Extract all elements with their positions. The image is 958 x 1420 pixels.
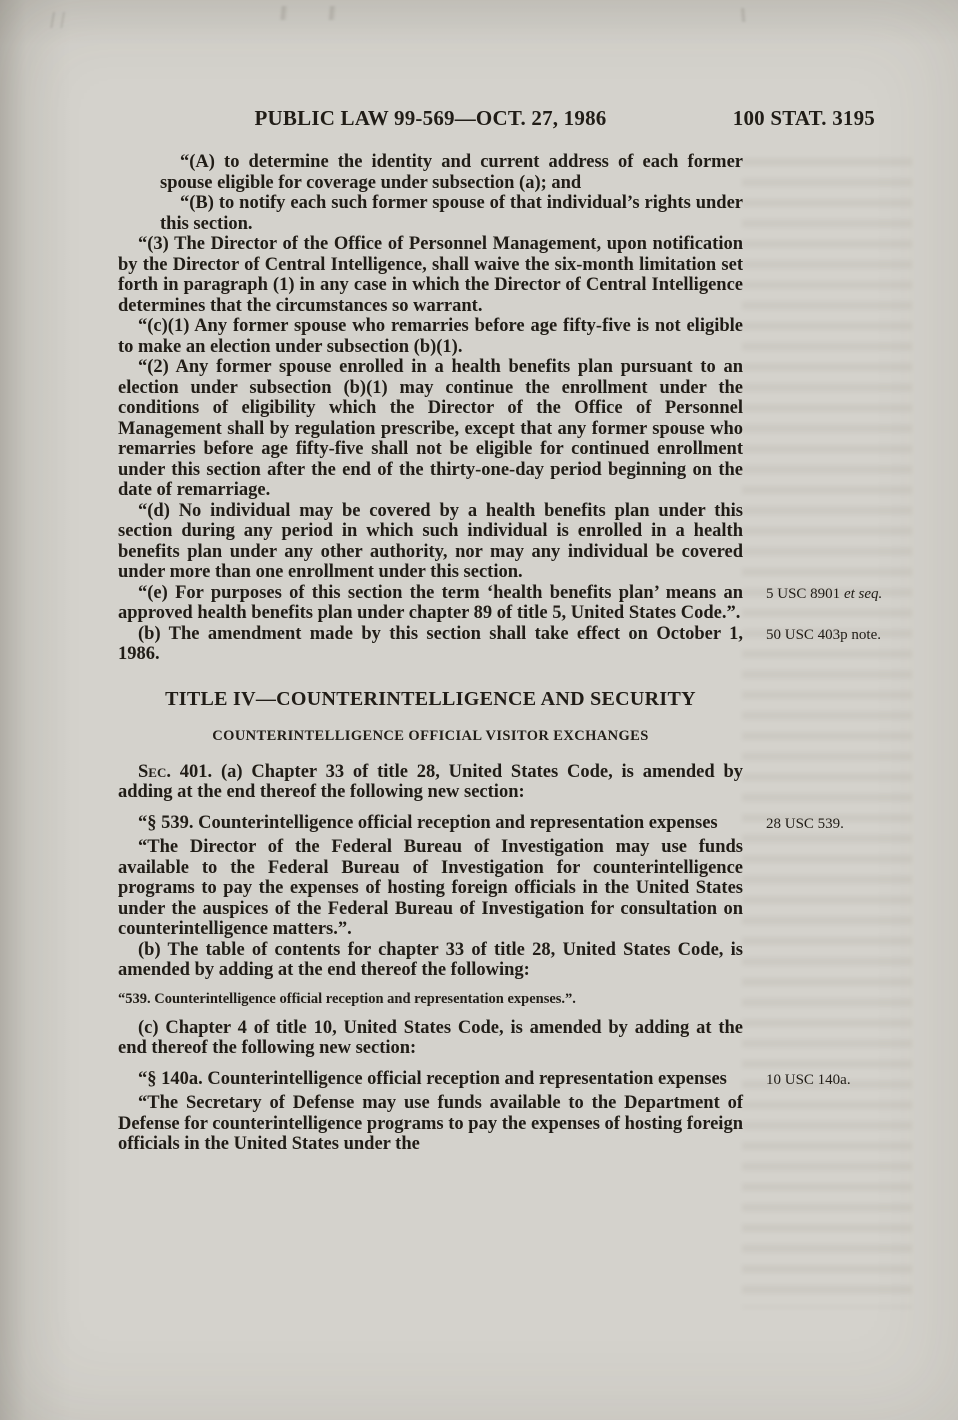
paragraph-text: (a) Chapter 33 of title 28, United States Code, is amended by adding at the end thereof the following new section:: [118, 761, 743, 802]
note-text: 5 USC 8901: [766, 585, 841, 602]
note-text: 28 USC 539.: [766, 815, 844, 832]
note-text-italic: et seq.: [843, 585, 883, 602]
paragraph-c-2: [118, 357, 743, 501]
paragraph-c-1: [118, 316, 743, 357]
pencil-mark-artifact: [26, 12, 90, 28]
section-140a-heading: [118, 1068, 851, 1090]
visitor-exchanges-subheading: [118, 726, 743, 747]
paragraph-text: “(d) No individual may be covered by a health benefits plan under this section during any period in which such individual is enrolled in a health benefits plan under any other authority, nor may any individual be covered under more than one enrollment under this section.: [118, 500, 743, 582]
margin-note-28-usc-539: [766, 815, 884, 834]
paragraph-e: [118, 582, 883, 624]
paragraph-text: “(2) Any former spouse enrolled in a health benefits plan pursuant to an election under subsection (b)(1) may continue the enrollment under the conditions of eligibility which the Director of the Office of Personnel Management shall by regulation prescribe, except that any former spouse who remarries before age fifty-five shall not be eligible for continued enrollment under this section after the end of the thirty-one-day period beginning on the date of remarriage.: [118, 357, 743, 500]
bleed-through-artifact: [742, 158, 912, 1308]
paragraph-text: “(B) to notify each such former spouse of that individual’s rights under this section.: [160, 193, 743, 234]
clause-a: [118, 152, 743, 193]
note-text: 10 USC 140a.: [766, 1071, 851, 1088]
paragraph-text: “The Director of the Federal Bureau of Investigation may use funds available to the Federal Bureau of Investigation for counterintelligence programs to pay the expenses of hosting foreign officials in the United States under the auspices of the Federal Bureau of Investigation for consultation on counterintelligence matters.”.: [118, 837, 743, 939]
note-text: 50 USC 403p note.: [766, 626, 882, 643]
page-header: [118, 106, 875, 134]
pencil-mark-artifact: [700, 8, 790, 22]
sec-401-b-paragraph: [118, 940, 743, 981]
paragraph-d: [118, 501, 743, 583]
margin-note-50-usc-403p: [766, 626, 884, 645]
margin-note-5-usc-8901: [766, 585, 884, 604]
heading-text: “§ 539. Counterintelligence official reception and representation expenses: [138, 812, 718, 833]
heading-text: TITLE IV—COUNTERINTELLIGENCE AND SECURITY: [165, 687, 696, 710]
paragraph-text: “(A) to determine the identity and current address of each former spouse eligible for coverage under subsection (a); and: [160, 152, 743, 193]
section-number: Sec. 401.: [138, 761, 213, 782]
toc-entry-539: [118, 991, 743, 1008]
section-140a-body: [118, 1093, 743, 1155]
paragraph-text: (b) The amendment made by this section shall take effect on October 1, 1986.: [118, 623, 743, 664]
heading-text: COUNTERINTELLIGENCE OFFICIAL VISITOR EXCHANGES: [212, 728, 649, 744]
sec-401-c-paragraph: [118, 1018, 743, 1059]
section-539-heading: [118, 812, 844, 834]
heading-text: “§ 140a. Counterintelligence official reception and representation expenses: [138, 1068, 727, 1089]
paragraph-3: [118, 234, 743, 316]
pencil-mark-artifact: [232, 6, 392, 20]
law-title: PUBLIC LAW 99-569—OCT. 27, 1986: [254, 106, 607, 130]
document-body: [118, 152, 883, 1155]
section-539-body: [118, 837, 743, 940]
paragraph-text: “(e) For purposes of this section the term ‘health benefits plan’ means an approved health benefits plan under chapter 89 of title 5, United States Code.”.: [118, 582, 743, 623]
paragraph-text: “539. Counterintelligence official reception and representation expenses.”.: [118, 990, 576, 1007]
margin-note-10-usc-140a: [766, 1071, 884, 1090]
paragraph-text: “(c)(1) Any former spouse who remarries before age fifty-five is not eligible to make an election under subsection (b)(1).: [118, 316, 743, 357]
sec-401-a-paragraph: [118, 762, 743, 803]
statute-page-number: 100 STAT. 3195: [732, 106, 875, 130]
clause-b: [118, 193, 743, 234]
effective-date-paragraph: [118, 623, 882, 665]
paragraph-text: (b) The table of contents for chapter 33 of title 28, United States Code, is amended by adding at the end thereof the following:: [118, 939, 743, 980]
paragraph-text: “The Secretary of Defense may use funds available to the Department of Defense for counterintelligence programs to pay the expenses of hosting foreign officials in the United States under the: [118, 1093, 743, 1154]
title-iv-heading: [118, 689, 743, 710]
paragraph-text: “(3) The Director of the Office of Personnel Management, upon notification by the Director of Central Intelligence, shall waive the six-month limitation set forth in paragraph (1) in any case in which the Director of Central Intelligence determines that the circumstances so warrant.: [118, 234, 743, 316]
paragraph-text: (c) Chapter 4 of title 10, United States Code, is amended by adding at the end thereof the following new section:: [118, 1017, 743, 1058]
